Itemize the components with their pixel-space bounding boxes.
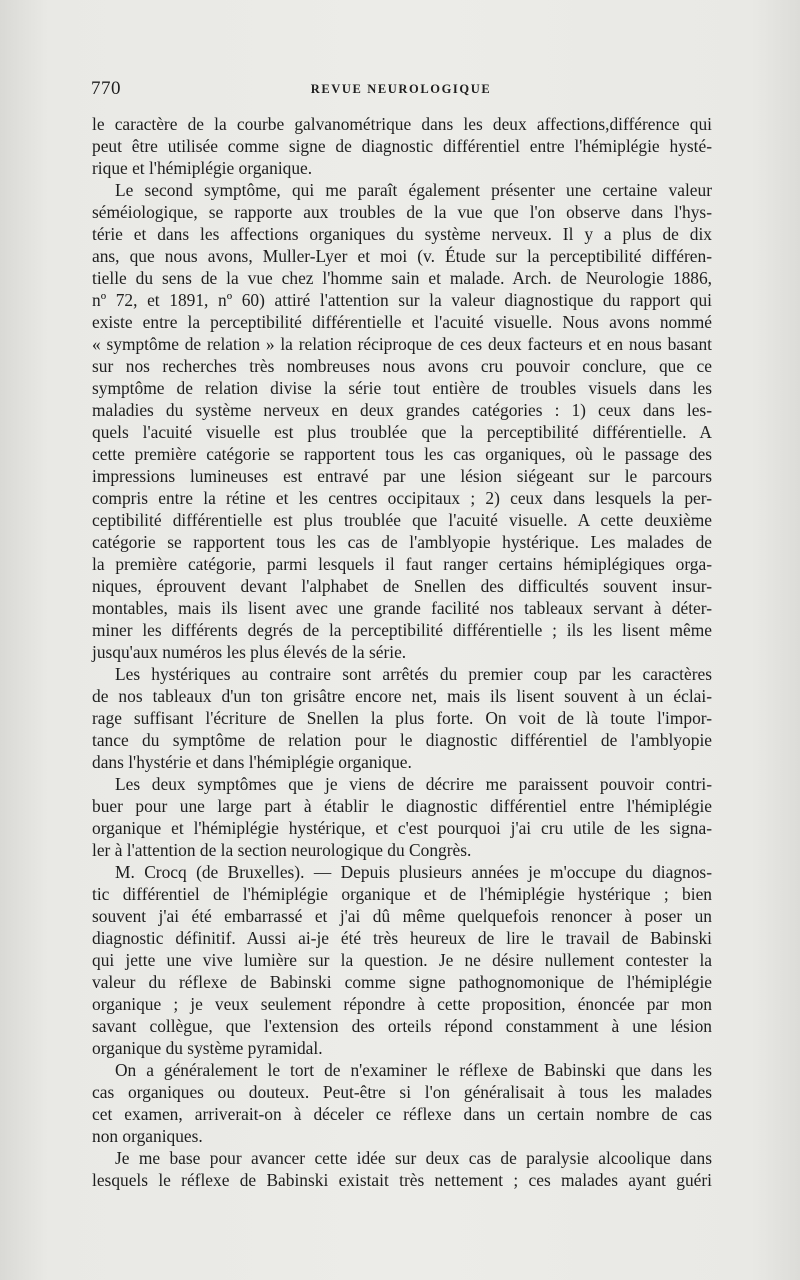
text-line: On a généralement le tort de n'examiner le réflexe de Babinski que dans les — [115, 1060, 712, 1080]
text-line: rage suffisant l'écriture de Snellen la plus forte. On voit de là toute l'impor- — [92, 708, 712, 728]
text-line: organique ; je veux seulement répondre à cette proposition, énoncée par mon — [92, 994, 712, 1014]
text-line: tic différentiel de l'hémiplégie organique et de l'hémiplégie hystérique ; bien — [92, 884, 712, 904]
text-line: ler à l'attention de la section neurologique du Congrès. — [92, 840, 472, 860]
text-line: valeur du réflexe de Babinski comme signe pathognomonique de l'hémiplégie — [92, 972, 712, 992]
text-line: séméiologique, se rapporte aux troubles de la vue que l'on observe dans l'hys- — [92, 202, 712, 222]
text-line: M. Crocq (de Bruxelles). — Depuis plusieurs années je m'occupe du diagnos- — [115, 862, 712, 882]
text-line: buer pour une large part à établir le diagnostic différentiel entre l'hémiplégie — [92, 796, 712, 816]
running-title: REVUE NEUROLOGIQUE — [310, 82, 492, 96]
text-line: montables, mais ils lisent avec une grande facilité nos tableaux servant à déter- — [92, 598, 712, 618]
text-line: jusqu'aux numéros les plus élevés de la série. — [92, 642, 407, 662]
text-line: Je me base pour avancer cette idée sur deux cas de paralysie alcoolique dans — [115, 1148, 712, 1168]
text-line: impressions lumineuses est entravé par une lésion siégeant sur le parcours — [92, 466, 712, 486]
text-line: miner les différents degrés de la perceptibilité différentielle ; ils les lisent même — [92, 620, 712, 640]
text-line: savant collègue, que l'extension des orteils répond constamment à une lésion — [92, 1016, 712, 1036]
text-line: Le second symptôme, qui me paraît également présenter une certaine valeur — [115, 180, 712, 200]
text-line: « symptôme de relation » la relation réciproque de ces deux facteurs et en nous basant — [92, 334, 712, 354]
text-line: catégorie se rapportent tous les cas de l'amblyopie hystérique. Les malades de — [92, 532, 712, 552]
page-header — [91, 78, 711, 102]
text-line: compris entre la rétine et les centres occipitaux ; 2) ceux dans lesquels la per- — [92, 488, 712, 508]
text-line: peut être utilisée comme signe de diagnostic différentiel entre l'hémiplégie hysté- — [92, 136, 712, 156]
text-line: sur nos recherches très nombreuses nous avons cru pouvoir conclure, que ce — [92, 356, 712, 376]
text-line: rique et l'hémiplégie organique. — [92, 158, 313, 178]
text-line: souvent j'ai été embarrassé et j'ai dû même quelquefois renoncer à poser un — [92, 906, 712, 926]
text-line: de nos tableaux d'un ton grisâtre encore net, mais ils lisent souvent à un éclai- — [92, 686, 712, 706]
text-line: tielle du sens de la vue chez l'homme sain et malade. Arch. de Neurologie 1886, — [92, 268, 712, 288]
text-line: symptôme de relation divise la série tout entière de troubles visuels dans les — [92, 378, 712, 398]
text-line: maladies du système nerveux en deux grandes catégories : 1) ceux dans les- — [92, 400, 712, 420]
text-line: térie et dans les affections organiques du système nerveux. Il y a plus de dix — [92, 224, 712, 244]
text-line: Les deux symptômes que je viens de décrire me paraissent pouvoir contri- — [115, 774, 712, 794]
page-number: 770 — [91, 78, 121, 99]
body-text — [92, 113, 712, 1191]
text-line: existe entre la perceptibilité différentielle et l'acuité visuelle. Nous avons nommé — [92, 312, 712, 332]
text-line: cet examen, arriverait-on à déceler ce réflexe dans un certain nombre de cas — [92, 1104, 712, 1124]
text-line: la première catégorie, parmi lesquels il faut ranger certains hémiplégiques orga- — [92, 554, 712, 574]
text-line: cas organiques ou douteux. Peut-être si l'on généralisait à tous les malades — [92, 1082, 712, 1102]
text-line: le caractère de la courbe galvanométrique dans les deux affections,différence qui — [92, 114, 712, 134]
text-line: niques, éprouvent devant l'alphabet de Snellen des difficultés souvent insur- — [92, 576, 712, 596]
text-line: ans, que nous avons, Muller-Lyer et moi (v. Étude sur la perceptibilité différen- — [92, 246, 712, 266]
text-line: organique du système pyramidal. — [92, 1038, 323, 1058]
text-line: dans l'hystérie et dans l'hémiplégie organique. — [92, 752, 412, 772]
text-line: nº 72, et 1891, nº 60) attiré l'attention sur la valeur diagnostique du rapport qui — [92, 290, 712, 310]
text-line: non organiques. — [92, 1126, 203, 1146]
text-line: cette première catégorie se rapportent tous les cas organiques, où le passage des — [92, 444, 712, 464]
text-line: diagnostic définitif. Aussi ai-je été très heureux de lire le travail de Babinski — [92, 928, 712, 948]
text-line: quels l'acuité visuelle est plus troublée que la perceptibilité différentielle. A — [92, 422, 712, 442]
text-line: ceptibilité différentielle est plus troublée que l'acuité visuelle. A cette deuxième — [92, 510, 712, 530]
text-line: lesquels le réflexe de Babinski existait très nettement ; ces malades ayant guéri — [92, 1170, 712, 1190]
text-line: qui jette une vive lumière sur la question. Je ne désire nullement contester la — [92, 950, 712, 970]
text-line: organique et l'hémiplégie hystérique, et c'est pourquoi j'ai cru utile de les signa- — [92, 818, 712, 838]
text-line: tance du symptôme de relation pour le diagnostic différentiel de l'amblyopie — [92, 730, 712, 750]
text-line: Les hystériques au contraire sont arrêtés du premier coup par les caractères — [115, 664, 712, 684]
